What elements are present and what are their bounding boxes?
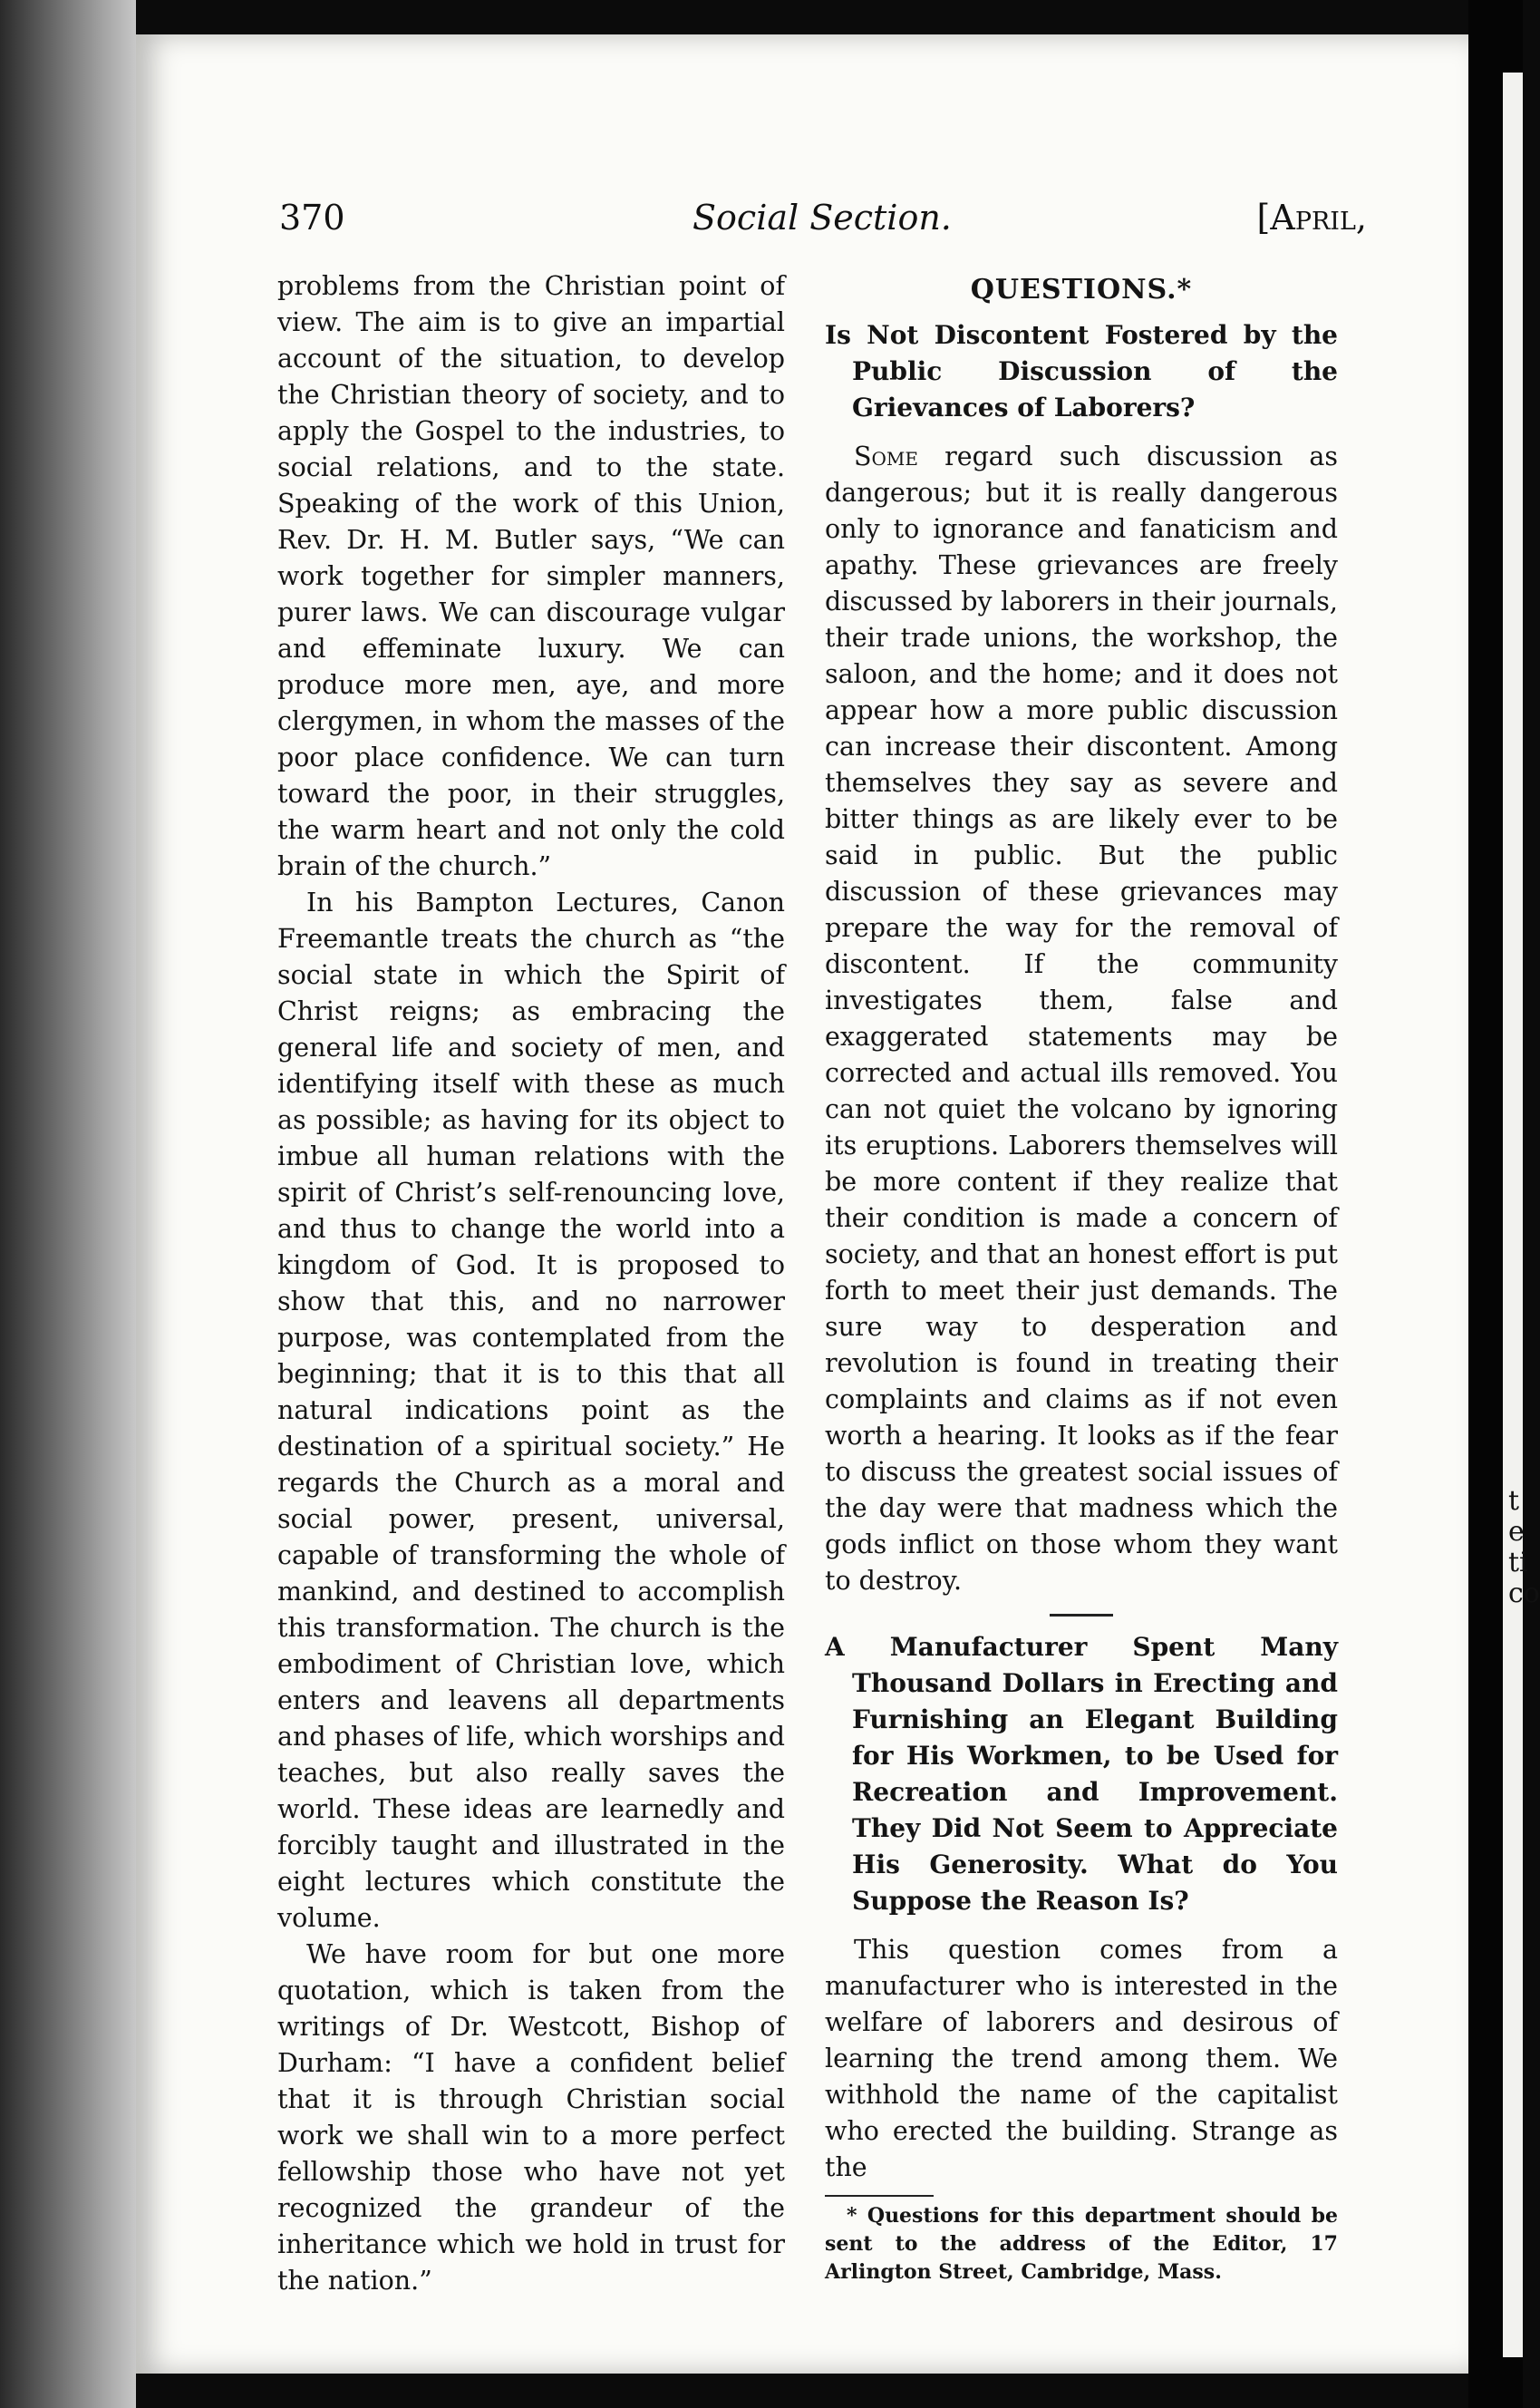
- adjacent-page-strip: [1503, 73, 1523, 2357]
- footnote: * Questions for this department should be sent to the address of the Editor, 17 Arlington Street, Cambridge, Mass.: [825, 2204, 1338, 2284]
- running-header: [279, 198, 1367, 252]
- footnote-rule: [825, 2195, 934, 2197]
- question-heading-discontent: Is Not Discontent Fostered by the Public Discussion of the Grievances of Laborers?: [825, 320, 1338, 422]
- paragraph-butler: problems from the Christian point of view. The aim is to give an impartial account of the situation, to develop the Christian theory of society, and to apply the Gospel to the industries, to social relations, and to the state. Speaking of the work of this Union, Rev. Dr. H. M. Butler says, “We can work together for simpler manners, purer laws. We can discourage vulgar and effeminate luxury. We can produce more men, aye, and more clergymen, in whom the masses of the poor place confidence. We can turn toward the poor, in their struggles, the warm heart and not only the cold brain of the church.”: [277, 271, 785, 881]
- adjacent-page-fragment: co: [1508, 1578, 1540, 1609]
- section-divider: [1050, 1614, 1113, 1617]
- adjacent-page-fragment: t: [1508, 1485, 1520, 1517]
- page-number: 370: [279, 198, 345, 238]
- running-month: [April,: [1256, 198, 1367, 238]
- paragraph-westcott: We have room for but one more quotation, which is taken from the writings of Dr. Westcott, Bishop of Durham: “I have a confident belief that it is through Christian social work we shall win to a more perfect fellowship those who have not yet recognized the grandeur of the inheritance which we hold in trust for the nation.”: [277, 1939, 785, 2296]
- answer-discontent-body: regard such discussion as dangerous; but it is really dangerous only to ignorance and fanaticism and apathy. These grievances are freely discussed by laborers in their journals, their trade unions, the workshop, the saloon, and the home; and it does not appear how a more public discussion can increase their discontent. Among themselves they say as severe and bitter things as are likely ever to be said in public. But the public discussion of these grievances may prepare the way for the removal of discontent. If the community investigates them, false and exaggerated statements may be corrected and actual ills removed. You can not quiet the volcano by ignoring its eruptions. Laborers themselves will be more content if they realize that their condition is made a concern of society, and that an honest effort is put forth to meet their just demands. The sure way to desperation and revolution is found in treating their complaints and claims as if not even worth a hearing. It looks as if the fear to discuss the greatest social issues of the day were that madness which the gods inflict on those whom they want to destroy.: [825, 442, 1338, 1596]
- paragraph-bampton-lectures: In his Bampton Lectures, Canon Freemantle treats the church as “the social state in which the Spirit of Christ reigns; as embracing the general life and society of men, and identifying itself with these as much as possible; as having for its object to imbue all human relations with the spirit of Christ’s self-renouncing love, and thus to change the world into a kingdom of God. It is proposed to show that this, and no narrower purpose, was contemplated from the beginning; that it is to this that all natural indications point as the destination of a spiritual society.” He regards the Church as a moral and social power, present, universal, capable of transforming the whole of mankind, and destined to accomplish this transformation. The church is the embodiment of Christian love, which enters and leavens all departments and phases of life, which worships and teaches, but also really saves the world. These ideas are learnedly and forcibly taught and illustrated in the eight lectures which constitute the volume.: [277, 888, 785, 1933]
- adjacent-page-fragment: e: [1508, 1516, 1525, 1548]
- left-column: [277, 268, 785, 2299]
- section-title: QUESTIONS.*: [970, 274, 1193, 306]
- answer-manufacturer: This question comes from a manufacturer who is interested in the welfare of laborers and desirous of learning the trend among them. We withhold the name of the capitalist who erected the building. Strange as the: [825, 1935, 1338, 2182]
- adjacent-page-fragment: ti: [1508, 1547, 1528, 1578]
- left-binding-edge: [0, 0, 136, 2408]
- answer-lead-word: Some: [854, 442, 918, 471]
- running-title: Social Section.: [693, 198, 952, 238]
- answer-discontent: [825, 439, 1338, 1599]
- right-column: [825, 268, 1338, 2287]
- question-heading-manufacturer: A Manufacturer Spent Many Thousand Dollars in Erecting and Furnishing an Elegant Building for His Workmen, to be Used for Recreation and Improvement. They Did Not Seem to Appreciate His Generosity. What do You Suppose the Reason Is?: [825, 1632, 1338, 1916]
